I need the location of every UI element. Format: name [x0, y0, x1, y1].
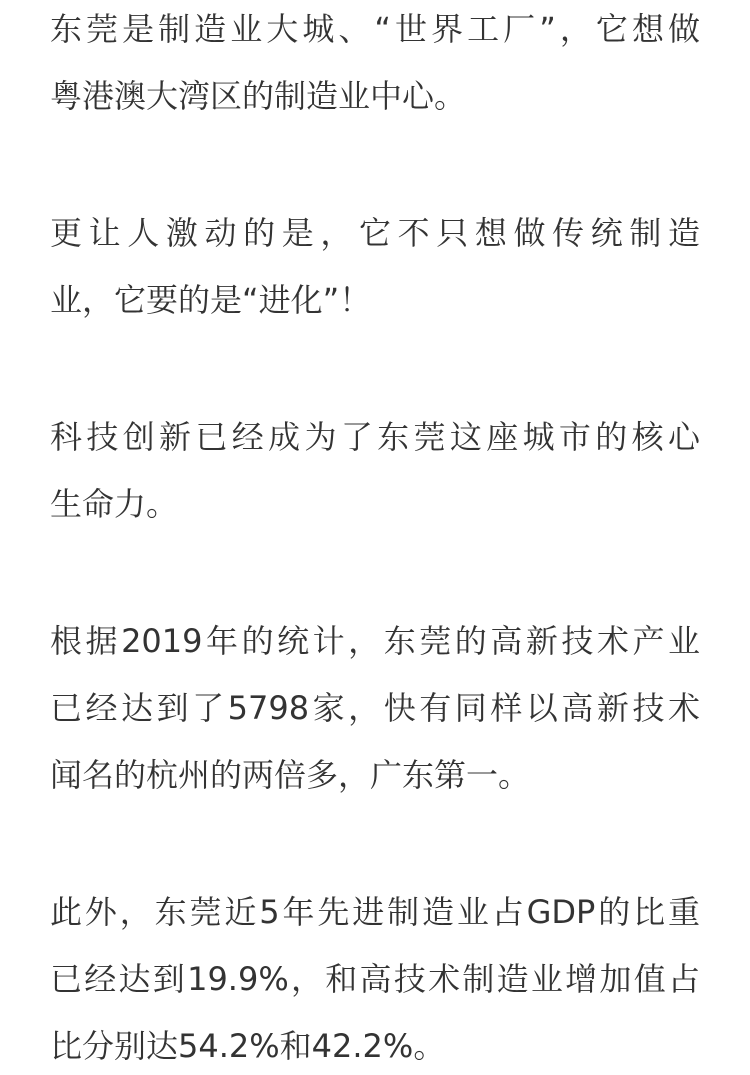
paragraph-line: 业，它要的是“进化”！: [50, 281, 372, 319]
paragraph-line: 此外，东莞近5年先进制造业占GDP的比重: [50, 893, 700, 931]
paragraph-line: 根据2019年的统计，东莞的高新技术产业: [50, 622, 700, 660]
paragraph-line: 粤港澳大湾区的制造业中心。: [50, 77, 467, 115]
paragraph-line: 已经达到19.9%，和高技术制造业增加值占: [50, 960, 700, 998]
paragraph-line: 更让人激动的是，它不只想做传统制造: [50, 214, 700, 252]
paragraph-line: 闻名的杭州的两倍多，广东第一。: [50, 756, 531, 794]
paragraph-line: 科技创新已经成为了东莞这座城市的核心: [50, 418, 700, 456]
paragraph-line: 东莞是制造业大城、“世界工厂”，它想做: [50, 10, 700, 48]
paragraph-line: 生命力。: [50, 485, 179, 523]
paragraph-line: 比分别达54.2%和42.2%。: [50, 1027, 446, 1065]
paragraph-line: 已经达到了5798家，快有同样以高新技术: [50, 689, 700, 727]
